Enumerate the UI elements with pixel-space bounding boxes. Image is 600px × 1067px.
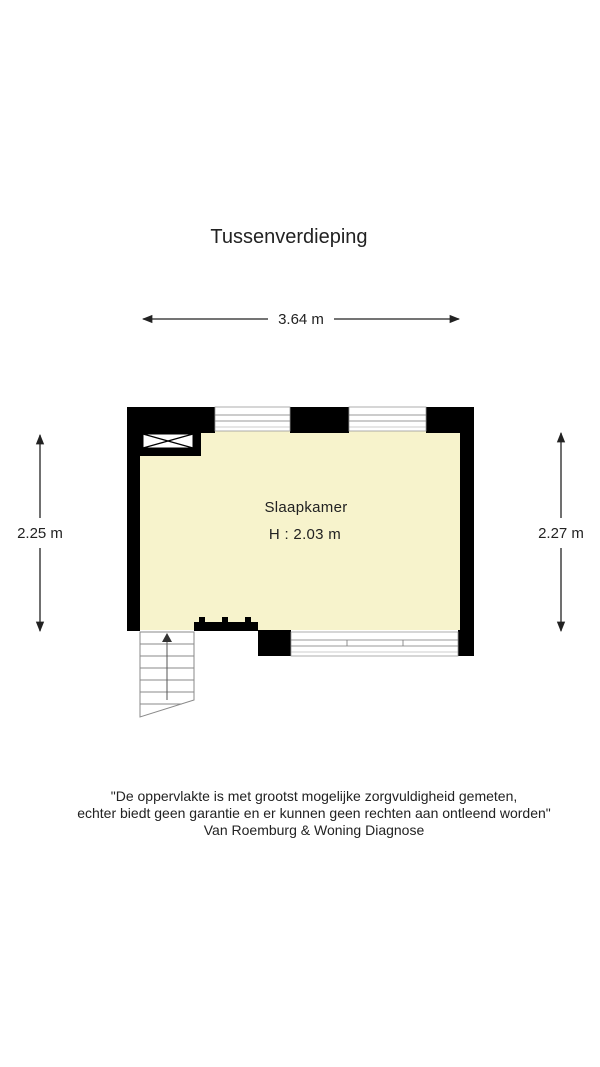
width-label: 3.64 m: [278, 311, 324, 328]
room-name: Slaapkamer: [264, 499, 348, 516]
disclaimer-line-2: echter biedt geen garantie en er kunnen geen rechten aan ontleend worden": [77, 805, 551, 821]
room-height: H : 2.03 m: [268, 526, 342, 543]
width-dimension: [143, 311, 459, 328]
right-depth-label: 2.27 m: [538, 525, 584, 542]
window-top-left: [215, 407, 290, 431]
cabinet-shaft: [139, 431, 201, 456]
staircase: [140, 632, 194, 717]
window-bottom: [291, 632, 458, 656]
window-top-right: [349, 407, 426, 431]
left-depth-label: 2.25 m: [17, 525, 63, 542]
disclaimer: [0, 788, 600, 839]
floor-title: Tussenverdieping: [210, 226, 368, 248]
left-depth-dimension: [17, 435, 63, 631]
right-depth-dimension: [538, 433, 584, 631]
disclaimer-line-3: Van Roemburg & Woning Diagnose: [203, 822, 425, 838]
disclaimer-line-1: "De oppervlakte is met grootst mogelijke zorgvuldigheid gemeten,: [110, 788, 518, 804]
